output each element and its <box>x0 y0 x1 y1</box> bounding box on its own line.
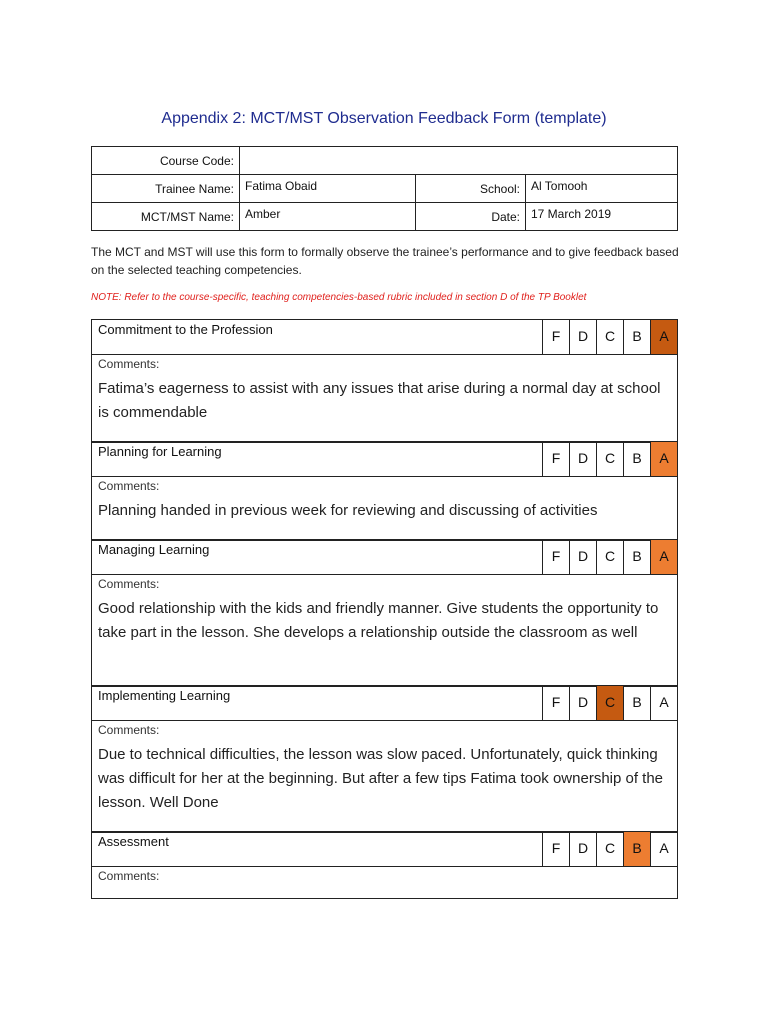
grade-a[interactable]: A <box>650 442 677 476</box>
competency-section <box>91 685 678 833</box>
note-text: NOTE: Refer to the course-specific, teaching competencies-based rubric included in section D of the TP Booklet <box>91 292 587 303</box>
date-field[interactable]: 17 March 2019 <box>526 203 678 231</box>
comments-label: Comments: <box>98 869 160 883</box>
grade-a[interactable]: A <box>650 540 677 574</box>
competency-section <box>91 831 678 899</box>
section-title: Assessment <box>98 834 169 849</box>
grade-b[interactable]: B <box>623 540 650 574</box>
school-label: School: <box>416 175 526 203</box>
grade-a[interactable]: A <box>650 686 677 720</box>
grade-f[interactable]: F <box>542 540 569 574</box>
comments-label: Comments: <box>98 577 160 591</box>
grade-d[interactable]: D <box>569 320 596 354</box>
grade-d[interactable]: D <box>569 540 596 574</box>
grade-c[interactable]: C <box>596 686 623 720</box>
grade-c[interactable]: C <box>596 320 623 354</box>
trainee-name-label: Trainee Name: <box>92 175 240 203</box>
section-title: Implementing Learning <box>98 688 231 703</box>
comments-label: Comments: <box>98 357 160 371</box>
grade-c[interactable]: C <box>596 832 623 866</box>
page-title: Appendix 2: MCT/MST Observation Feedback Form (template) <box>161 110 607 127</box>
competency-section <box>91 539 678 687</box>
intro-text: The MCT and MST will use this form to formally observe the trainee’s performance and to give feedback based on the selected teaching competencies. <box>91 245 679 277</box>
section-title: Commitment to the Profession <box>98 322 273 337</box>
grade-f[interactable]: F <box>542 320 569 354</box>
info-table <box>91 146 678 231</box>
school-field[interactable]: Al Tomooh <box>526 175 678 203</box>
comment-text: Planning handed in previous week for reviewing and discussing of activities <box>98 502 598 519</box>
comment-text: Fatima’s eagerness to assist with any issues that arise during a normal day at school is commendable <box>98 380 661 421</box>
mct-name-field[interactable]: Amber <box>240 203 416 231</box>
grade-f[interactable]: F <box>542 442 569 476</box>
grade-a[interactable]: A <box>650 320 677 354</box>
grade-b[interactable]: B <box>623 320 650 354</box>
grade-b[interactable]: B <box>623 686 650 720</box>
date-label: Date: <box>416 203 526 231</box>
comments-label: Comments: <box>98 723 160 737</box>
trainee-name-field[interactable]: Fatima Obaid <box>240 175 416 203</box>
grade-d[interactable]: D <box>569 442 596 476</box>
grade-b[interactable]: B <box>623 832 650 866</box>
section-title: Planning for Learning <box>98 444 222 459</box>
competency-section <box>91 319 678 443</box>
grade-a[interactable]: A <box>650 832 677 866</box>
grade-f[interactable]: F <box>542 832 569 866</box>
comment-text <box>92 885 677 889</box>
comment-text: Due to technical difficulties, the lesson was slow paced. Unfortunately, quick thinking was difficult for her at the beginning. But after a few tips Fatima took ownership of the lesson. Well Done <box>98 746 664 811</box>
mct-name-label: MCT/MST Name: <box>92 203 240 231</box>
course-code-field[interactable] <box>240 147 678 175</box>
grade-c[interactable]: C <box>596 442 623 476</box>
grade-f[interactable]: F <box>542 686 569 720</box>
grade-c[interactable]: C <box>596 540 623 574</box>
grade-b[interactable]: B <box>623 442 650 476</box>
comment-text: Good relationship with the kids and friendly manner. Give students the opportunity to take part in the lesson. She develops a relationship outside the classroom as well <box>98 600 659 641</box>
grade-d[interactable]: D <box>569 686 596 720</box>
competency-section <box>91 441 678 541</box>
section-title: Managing Learning <box>98 542 210 557</box>
comments-label: Comments: <box>98 479 160 493</box>
course-code-label: Course Code: <box>92 147 240 175</box>
grade-d[interactable]: D <box>569 832 596 866</box>
